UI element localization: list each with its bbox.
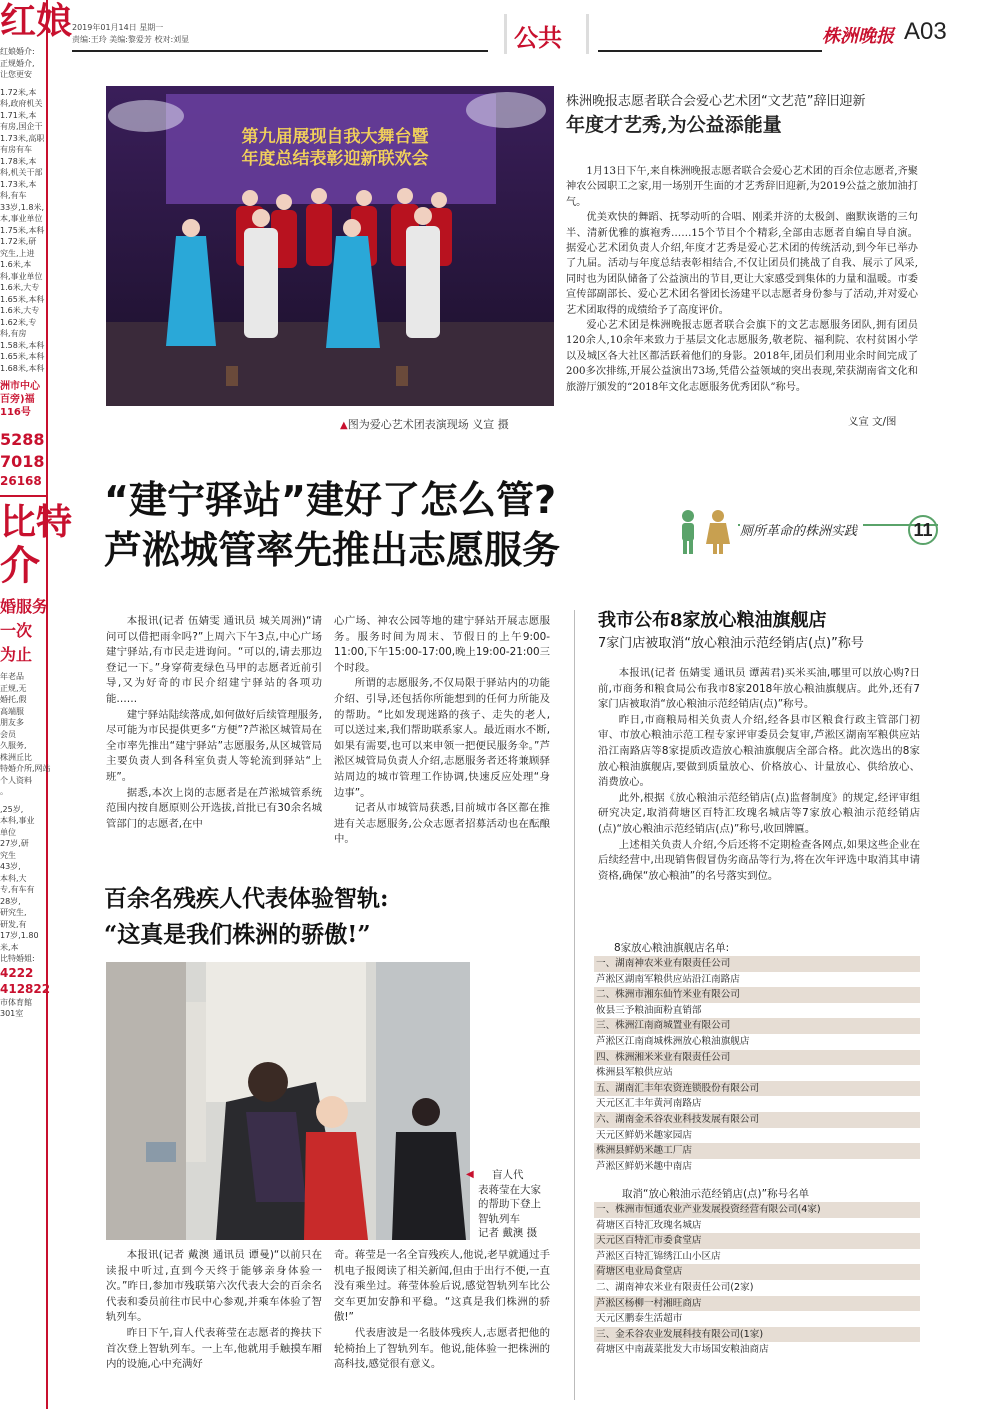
paragraph: 昨日,市商粮局相关负责人介绍,经各县市区粮食行政主管部门初审、市放心粮油示范工程专家评审委员会复审,芦淞区湖南军粮供应站沿江南路店等8家提质改造放心粮油旗舰店全部合格。此次选出的8家放心粮油旗舰店,要做到质量放心、价格放心、计量放心、供给放心、消费放心。	[598, 713, 920, 789]
strip-divider	[0, 495, 46, 497]
left-classifieds-strip	[0, 0, 73, 1409]
header-date: 2019年01月14日 星期一	[72, 23, 164, 32]
stage-photo-caption-text: 图为爱心艺术团表演现场 义宣 摄	[347, 418, 509, 431]
strip-line: 1.78米,本	[0, 156, 37, 166]
list-row: 芦淞区杨柳一村湘旺商店	[594, 1296, 920, 1312]
strip-line: 特婚介所,网站	[0, 764, 51, 773]
article4-body	[598, 666, 920, 884]
paragraph: 1月13日下午,来自株洲晚报志愿者联合会爱心艺术团的百余位志愿者,齐聚神农公园职工之家,用一场别开生面的才艺秀辞旧迎新,为2019公益之旅加油打气。	[566, 166, 918, 208]
strip-line: 专,有车有	[0, 885, 35, 894]
strip-line: 。	[0, 787, 8, 796]
strip-low-lines	[0, 671, 51, 798]
strip-line: 1.6米,大专	[0, 283, 40, 292]
paragraph: 本报讯(记者 戴澳 通讯员 谭曼)“以前只在读报中听过,直到今天终于能够亲身体验一次。”昨日,参加市残联第六次代表大会的百余名代表和委员前往市民中心参观,并乘车体验了智轨列车。	[106, 1249, 322, 1324]
restroom-people-icon	[674, 508, 734, 556]
strip-phone-4: 4222	[0, 965, 34, 980]
strip-line: 正规婚介,	[0, 58, 35, 68]
list-row: 六、湖南金禾谷农业科技发展有限公司	[594, 1112, 920, 1128]
tram-photo-illustration	[106, 962, 470, 1240]
strip-bottom-lines	[0, 804, 46, 965]
strip-line: 17岁,1.80	[0, 931, 39, 940]
header-divider-right	[586, 14, 589, 54]
list-row: 三、金禾谷农业发展科技有限公司(1家)	[594, 1327, 920, 1343]
strip-line: 科,事业单位	[0, 271, 43, 281]
article1-title: 年度才艺秀,为公益添能量	[566, 114, 782, 136]
list-row: 株洲县鲜奶米趣工厂店	[594, 1143, 920, 1159]
strip-line: 朋友多	[0, 718, 24, 727]
strip-line: 科,机关干部	[0, 168, 43, 177]
paragraph: 优美欢快的舞蹈、抚琴动听的合唱、刚柔并济的太极剑、幽默诙谐的三句半、清新优雅的旗袍秀……15个节目个个精彩,全部由志愿者自编自导自演。据爱心艺术团负责人介绍,年度才艺秀是爱心艺术团的传统活动,到今年已举办了九届。活动与年度总结表彰相结合,不仅让团员们挑战了自我、展示了风采,同时也为团队储备了公益演出的节目,更让大家感受到集体的力量和温暖。市委宣传部副部长、爱心艺术团名誉团长汤建平以志愿者身份参与了活动,并对爱心艺术团取得的成绩给予了高度评价。	[566, 212, 918, 316]
strip-line: 1.62米,专	[0, 317, 37, 327]
strip-line: ,25岁,	[0, 804, 24, 814]
paragraph: 代表唐波是一名肢体残疾人,志愿者把他的轮椅抬上了智轨列车。他说,能体验一把株洲的高科技,感觉很有意义。	[334, 1326, 550, 1371]
paragraph: 建宁驿站陆续落成,如何做好后续管理服务,尽可能为市民提供更多“方便”?芦淞区城管局在全市率先推出“建宁驿站”志愿服务,从区城管局主要负责人到各科室负责人等轮流到驿站“上班”。	[106, 708, 322, 783]
strip-line: 1.75米,本科	[0, 225, 45, 235]
list-row: 荷塘区百特汇玫瑰名城店	[596, 1219, 702, 1231]
article1-byline: 义宣 文/图	[848, 416, 897, 428]
strip-address-5: 301室	[0, 1009, 24, 1018]
paragraph: 奇。蒋莹是一名全盲残疾人,他说,老早就通过手机电子报阅读了相关新闻,但由于出行不便,一直没有乘坐过。蒋莹体验后说,感觉智轨列车比公交车更加安静和平稳。“这真是我们株洲的骄傲!”	[334, 1249, 550, 1324]
list-row: 四、株洲湘米米业有限责任公司	[594, 1050, 920, 1066]
strip-line: 会员	[0, 729, 16, 739]
list-row: 二、株洲市湘东仙竹米业有限公司	[594, 987, 920, 1003]
list-row: 一、株洲市恒通农业产业发展投资经营有限公司(4家)	[594, 1202, 920, 1218]
header-rule-left	[72, 50, 488, 52]
strip-line: 1.68米,本科	[0, 363, 45, 373]
strip-line: 究生	[0, 850, 16, 860]
revoked-store-list	[594, 1202, 920, 1358]
list-row: 芦淞区鲜奶米趣中南店	[596, 1160, 692, 1172]
article4-title: 我市公布8家放心粮油旗舰店	[598, 610, 827, 631]
strip-line: 研究生,	[0, 908, 27, 917]
list2-title: 取消“放心粮油示范经销店(点)”称号名单	[622, 1188, 810, 1200]
list-row: 一、湖南神农米业有限责任公司	[594, 956, 920, 972]
strip-phone-3: 26168	[0, 474, 42, 488]
strip-service-3: 为止	[0, 645, 33, 664]
strip-line: 1.73米,本	[0, 179, 37, 189]
article2-title-line-1: “建宁驿站”建好了怎么管?	[104, 478, 556, 522]
strip-line: 1.65米,本科	[0, 352, 45, 361]
article3-title-line-1: 百余名残疾人代表体验智轨:	[104, 885, 389, 912]
flagship-store-list	[594, 956, 920, 1174]
tram-caption-line-1	[466, 1168, 541, 1183]
list-row: 攸县三予粮油面粉直销部	[596, 1004, 702, 1016]
strip-line: 让您更安	[0, 70, 32, 79]
list1-title: 8家放心粮油旗舰店名单:	[614, 942, 730, 954]
stage-banner-text	[200, 126, 470, 170]
article2-column-1	[106, 614, 322, 832]
tram-caption-line-5: 记者 戴澳 摄	[478, 1227, 538, 1240]
strip-mid-lines	[0, 87, 46, 375]
list-row: 天元区百特汇市委食堂店	[594, 1233, 920, 1249]
strip-line: 本,事业单位	[0, 214, 43, 223]
list-row: 荷塘区电业局食堂店	[594, 1264, 920, 1280]
strip-line: 红娘婚介:	[0, 47, 35, 56]
strip-heading-jie: 介	[0, 543, 40, 589]
stage-photo	[106, 86, 554, 406]
page-number: A03	[904, 18, 947, 45]
newspaper-brand: 株洲晚报	[822, 26, 894, 47]
list-row: 天元区汇丰年黄河南路店	[596, 1098, 702, 1110]
paragraph: 心广场、神农公园等地的建宁驿站开展志愿服务。服务时间为周末、节假日的上午9:00-11:00,下午15:00-17:00,晚上19:00-21:00三个时段。	[334, 615, 550, 674]
strip-phone-2: 7018	[0, 452, 45, 471]
page-header	[66, 0, 978, 58]
strip-address-2: 百旁)福	[0, 394, 35, 405]
strip-line: 单位	[0, 827, 16, 837]
paragraph: 据悉,本次上岗的志愿者是在芦淞城管系统范围内按自愿原则公开选拔,首批已有30余名城管部门的志愿者,在中	[106, 786, 322, 830]
list-row: 芦淞区湖南军粮供应站沿江南路店	[596, 973, 740, 985]
list-row: 荷塘区中南蔬菜批发大市场国安粮油商店	[596, 1344, 769, 1356]
article2-column-2	[334, 614, 550, 848]
strip-line: 婚托,假	[0, 695, 27, 704]
strip-line: 年老品	[0, 672, 24, 681]
caption-triangle-icon: ◀	[466, 1169, 474, 1180]
list-row: 二、湖南神农米业有限责任公司(2家)	[596, 1281, 754, 1293]
strip-heading-bite: 比特	[0, 502, 73, 543]
strip-service-2: 一次	[0, 621, 33, 640]
tram-caption-line-4: 智轨列车	[478, 1212, 520, 1225]
series-label: 厕所革命的株洲实践	[740, 520, 863, 539]
strip-line: 比特婚姐:	[0, 954, 35, 963]
list-row: 天元区鹏泰生活超市	[596, 1313, 683, 1325]
strip-heading-hongniang: 红娘	[0, 1, 73, 42]
stage-banner-line-1: 第九届展现自我大舞台暨	[241, 127, 429, 147]
tram-photo	[106, 962, 470, 1240]
stage-banner-line-2: 年度总结表彰迎新联欢会	[241, 149, 429, 169]
header-editors: 责编:王玲 美编:黎爱芳 校对:刘显	[72, 35, 190, 44]
paragraph: 上述相关负责人介绍,今后还将不定期检查各网点,如果这些企业在后续经营中,出现销售假冒伪劣商品等行为,将在次年评选中取消其申请资格,确保“放心粮油”的名号落实到位。	[598, 838, 920, 882]
article3-column-2	[334, 1248, 550, 1373]
strip-line: 1.71米,本	[0, 110, 37, 120]
strip-phone-5: 412822	[0, 981, 51, 996]
article2-title-line-2: 芦淞城管率先推出志愿服务	[104, 528, 561, 572]
strip-line: 1.6米,本	[0, 260, 32, 269]
paragraph: 昨日下午,盲人代表蒋莹在志愿者的搀扶下首次登上智轨列车。一上车,他就用手触摸车厢内的设施,心中充满好	[106, 1326, 322, 1371]
paragraph: 记者从市城管局获悉,目前城市各区都在推进有关志愿服务,公众志愿者招募活动也在酝酿中。	[334, 802, 550, 846]
strip-line: 有房,国企干	[0, 122, 43, 131]
strip-line: 高端服	[0, 706, 24, 716]
strip-line: 久服务,	[0, 741, 27, 750]
article3-title-line-2: “这真是我们株洲的骄傲!”	[104, 921, 371, 948]
tram-photo-caption	[466, 1168, 541, 1241]
strip-line: 科,政府机关	[0, 99, 43, 108]
list-row: 天元区鲜奶米趣家园店	[596, 1129, 692, 1141]
strip-address-1: 洲市中心	[0, 381, 40, 392]
list-row: 五、湖南汇丰年农资连锁股份有限公司	[594, 1081, 920, 1097]
section-label: 公共	[514, 23, 562, 52]
list-row: 三、株洲江南商城置业有限公司	[594, 1018, 920, 1034]
strip-line: 1.6米,大专	[0, 306, 40, 315]
strip-line: 1.73米,高职	[0, 133, 45, 143]
paragraph: 此外,根据《放心粮油示范经销店(点)监督制度》的规定,经评审组研究决定,取消荷塘区百特汇玫瑰名城店等7家放心粮油示范经销店(点)“放心粮油示范经销店(点)”称号,收回牌匾。	[598, 791, 920, 835]
strip-service-1: 婚服务	[0, 597, 49, 616]
column-divider	[574, 610, 575, 1400]
strip-line: 株洲丘比	[0, 752, 32, 762]
strip-address-4: 市体育館	[0, 997, 32, 1007]
strip-line: 究生,上进	[0, 248, 35, 258]
list-row: 株洲县军粮供应站	[596, 1067, 673, 1079]
strip-line: 米,本	[0, 942, 19, 952]
tram-caption-line-3: 的帮助下登上	[478, 1198, 541, 1211]
paragraph: 所谓的志愿服务,不仅局限于驿站内的功能介绍、引导,还包括你所能想到的任何力所能及的帮助。“比如发现迷路的孩子、走失的老人,可以送过来,我们帮助联系家人。最近雨水不断,如果有需要,也可以来申领一把便民服务伞。”芦淞区城管局负责人介绍,志愿服务者还将兼顾驿站周边的城市管理工作协调,快速反应处理“身边事”。	[334, 677, 550, 799]
strip-line: 科,有车	[0, 191, 27, 200]
article3-column-1	[106, 1248, 322, 1373]
header-divider-left	[504, 14, 507, 54]
strip-line: 1.58米,本科	[0, 340, 45, 350]
strip-line: 正规,无	[0, 683, 27, 693]
series-number-badge: 11	[908, 515, 938, 545]
paragraph: 爱心艺术团是株洲晚报志愿者联合会旗下的文艺志愿服务团队,拥有团员120余人,10余年来致力于基层文化志愿服务,敬老院、福利院、农村贫困小学以及城区各大社区都活跃着他们的身影。2018年,团员们利用业余时间完成了200多次排练,开展公益演出73场,凭借公益领域的突出表现,荣获湖南省文化和旅游厅颁发的“2018年文化志愿服务优秀团队”称号。	[566, 320, 918, 393]
strip-address-3: 116号	[0, 407, 31, 418]
strip-line: 43岁,	[0, 862, 21, 871]
strip-line: 1.72米,研	[0, 237, 37, 246]
tram-caption-text-1: 盲人代	[492, 1169, 524, 1181]
strip-top-lines	[0, 46, 46, 81]
strip-line: 28岁,	[0, 896, 21, 906]
strip-line: 个人资料	[0, 775, 32, 785]
header-rule-right	[598, 50, 822, 52]
paragraph: 本报讯(记者 伍婧雯 通讯员 城关周洲)“请问可以借把雨伞吗?”上周六下午3点,中心广场建宁驿站,有市民走进询问。“可以的,请去那边登记一下。”身穿荷麦绿色马甲的志愿者近前引导,又为好奇的市民介绍建宁驿站的各项功能……	[106, 615, 322, 705]
strip-line: 1.72米,本	[0, 87, 37, 97]
article4-subtitle: 7家门店被取消“放心粮油示范经销店(点)”称号	[598, 636, 864, 651]
tram-caption-line-2: 表蒋莹在大家	[478, 1183, 541, 1196]
strip-line: 研发,有	[0, 919, 27, 929]
strip-line: 本科,大	[0, 873, 27, 883]
stage-photo-caption	[340, 416, 509, 432]
strip-line: 27岁,研	[0, 839, 29, 848]
strip-phone-1: 5288	[0, 430, 45, 449]
article1-kicker: 株洲晚报志愿者联合会爱心艺术团“文艺范”辞旧迎新	[566, 94, 866, 109]
strip-line: 有房有车	[0, 145, 32, 154]
strip-line: 1.65米,本科	[0, 294, 45, 304]
list-row: 芦淞区百特汇锦绣江山小区店	[596, 1250, 721, 1262]
list-row: 芦淞区江南商城株洲放心粮油旗舰店	[596, 1035, 750, 1047]
article1-body	[566, 164, 918, 395]
strip-line: 本科,事业	[0, 816, 35, 825]
strip-line: 33岁,1.8米,	[0, 202, 44, 212]
paragraph: 本报讯(记者 伍婧雯 通讯员 谭茜君)买米买油,哪里可以放心购?日前,市商务和粮食局公布我市8家2018年放心粮油旗舰店。此外,还有7家门店被取消“放心粮油示范经销店(点)”称号。	[598, 667, 920, 711]
strip-line: 科,有房	[0, 329, 27, 338]
caption-triangle-icon: ▲	[340, 420, 348, 431]
